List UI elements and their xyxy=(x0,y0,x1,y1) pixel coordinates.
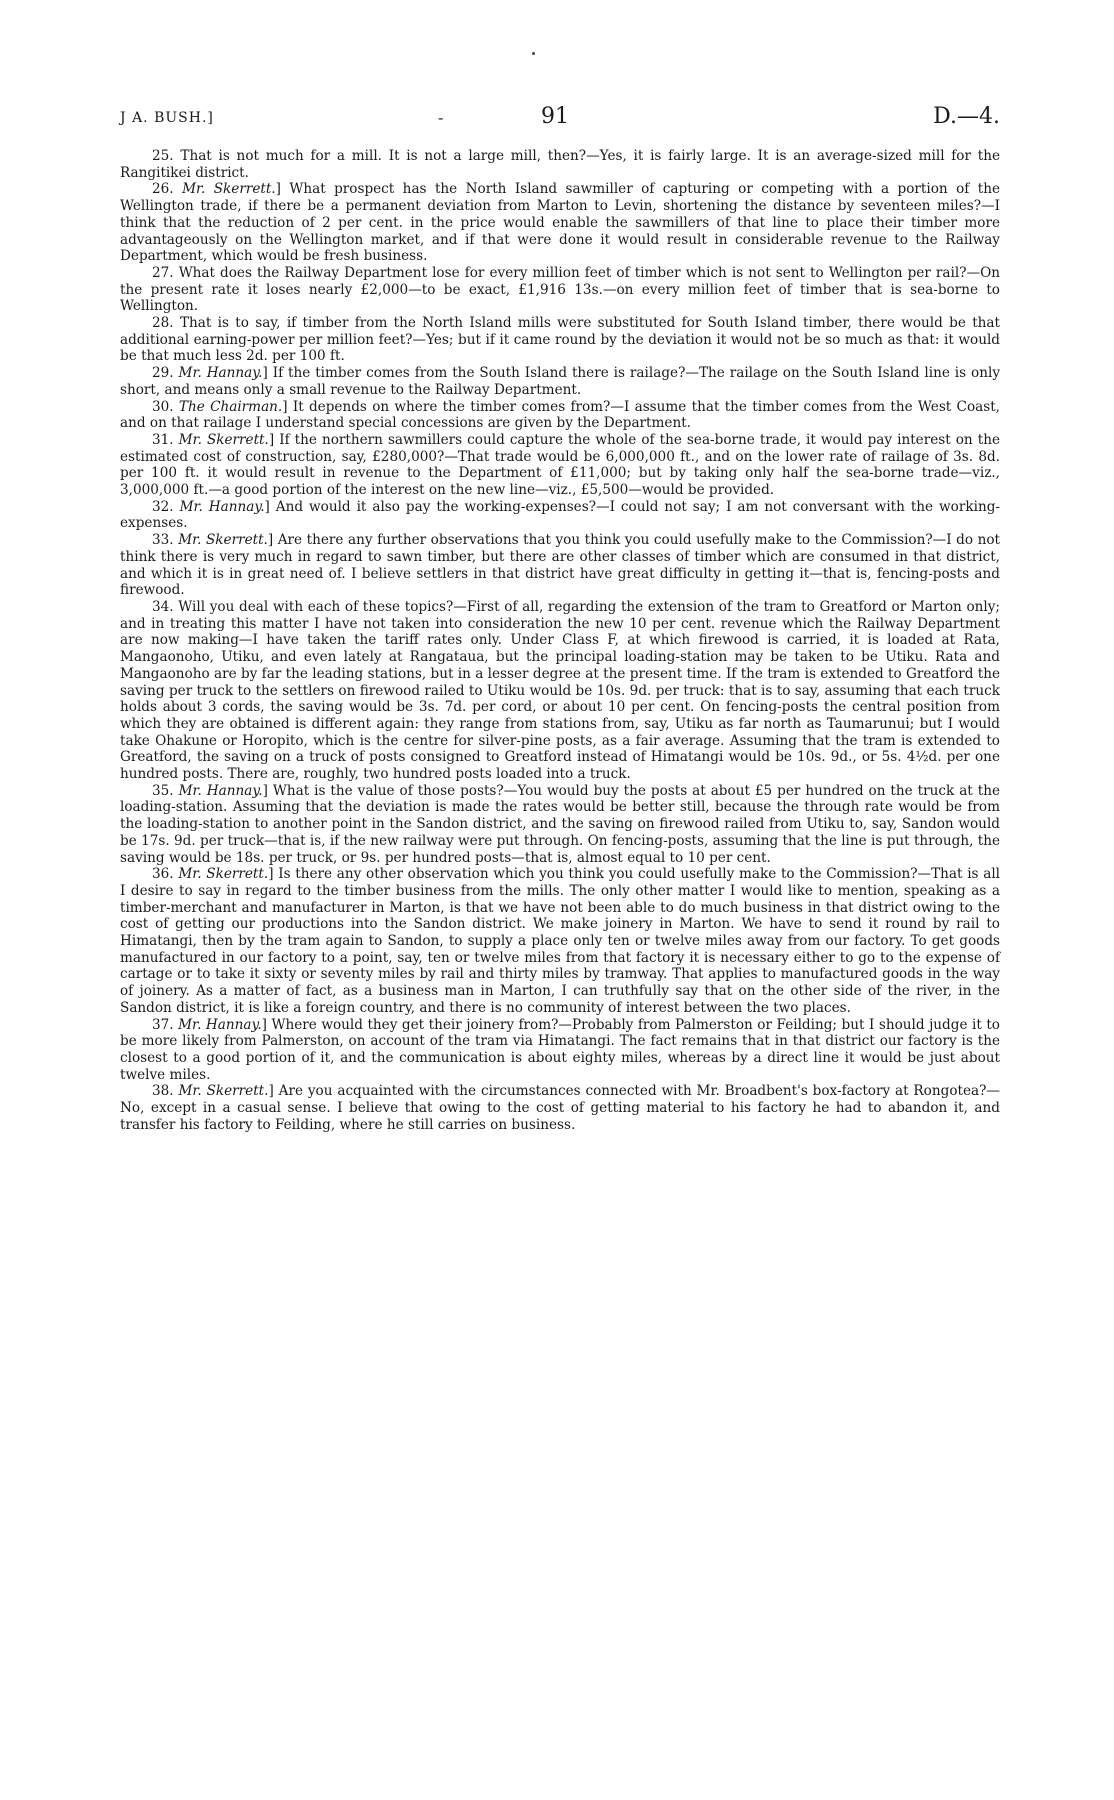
question-number: 36. xyxy=(152,866,174,883)
question-text: What is the value of those posts?—You would buy the posts at about £5 per hundred on the truck at the loading-station. Assuming that the deviation is made the rates would be better still, because the through rate would be from the loading-station to another point in the Sandon district, and the saving on firewood railed from Utiku to, say, Sandon would be 17s. 9d. per truck—that is, if the new railway were put through. On fencing-posts, assuming that the line is put through, the saving would be 18s. per truck, or 9s. per hundred posts—that is, almost equal to 10 per cent. xyxy=(120,782,1000,866)
speaker-name: Mr. Hannay. xyxy=(178,1016,262,1033)
question-text: If the northern sawmillers could capture the whole of the sea-borne trade, it would pay interest on the estimated cost of construction, say, £280,000?—That trade would be 6,000,000 ft., and on the lower rate of railage of 3s. 8d. per 100 ft. it would result in revenue to the Department of £11,000; but by taking only half the sea-borne trade—viz., 3,000,000 ft.—a good portion of the interest on the new line—viz., £5,500—would be provided. xyxy=(120,431,1000,499)
speaker-name: Mr. Skerrett. xyxy=(182,181,276,198)
header-witness-name: J A. BUSH.] xyxy=(120,110,214,126)
question-text: It depends on where the timber comes from?—I assume that the timber comes from the West Coast, and on that railage I understand special concessions are given by the Department. xyxy=(120,398,1001,432)
header-dash: - xyxy=(438,108,444,127)
speaker-name: Mr. Skerrett. xyxy=(178,431,269,448)
question-number: 33. xyxy=(152,532,174,549)
speaker-name: The Chairman. xyxy=(178,398,283,415)
question-paragraph: 35. Mr. Hannay.] What is the value of those posts?—You would buy the posts at about £5 per hundred on the truck at the loading-station. Assuming that the deviation is made the rates would be better still, because the through rate would be from the loading-station to another point in the Sandon district, and the saving on firewood railed from Utiku to, say, Sandon would be 17s. 9d. per truck—that is, if the new railway were put through. On fencing-posts, assuming that the line is put through, the saving would be 18s. per truck, or 9s. per hundred posts—that is, almost equal to 10 per cent. xyxy=(120,782,1000,866)
question-text: Are there any further observations that you think you could usefully make to the Commission?—I do not think there is very much in regard to sawn timber, but there are other classes of timber which are consumed in that district, and which it is in great need of. I believe settlers in that district have great difficulty in getting it—that is, fencing-posts and firewood. xyxy=(120,532,1001,599)
speaker-name: Mr. Skerrett. xyxy=(178,866,269,883)
page-number: 91 xyxy=(541,104,569,129)
speaker-name: Mr. Hannay. xyxy=(179,498,265,515)
question-text: Is there any other observation which you think you could usefully make to the Commission?—That is all I desire to say in regard to the timber business from the mills. The only other matter I would like to mention, speaking as a timber-merchant and manufacturer in Marton, is that we have not been able to do much business in that district owing to the cost of getting our productions into the Sandon district. We make joinery in Marton. We have to send it round by rail to Himatangi, then by the tram again to Sandon, to supply a place only ten or twelve miles away from our factory. To get goods manufactured in our factory to a point, say, ten or twelve miles from that factory it is necessary either to go to the expense of cartage or to take it sixty or seventy miles by rail and thirty miles by tramway. That applies to manufactured goods in the way of joinery. As a matter of fact, as a business man in Marton, I can truthfully say that on the other side of the river, in the Sandon district, it is like a foreign country, and there is no community of interest between the two places. xyxy=(120,866,1001,1016)
document-reference: D.—4. xyxy=(933,104,1000,129)
question-paragraph: 29. Mr. Hannay.] If the timber comes from the South Island there is railage?—The railage on the South Island line is only short, and means only a small revenue to the Railway Department. xyxy=(120,365,1001,398)
question-paragraph: 26. Mr. Skerrett.] What prospect has the North Island sawmiller of capturing or competing with a portion of the Wellington trade, if there be a permanent deviation from Marton to Levin, shortening the distance by seventeen miles?—I think that the reduction of 2 per cent. in the price would enable the sawmillers of that line to place their timber more advantageously on the Wellington market, and if that were done it would result in considerable revenue to the Railway Department, which would be fresh business. xyxy=(120,181,1001,265)
question-number: 35. xyxy=(152,782,174,799)
speaker-name: Mr. Hannay. xyxy=(178,782,263,799)
page-header xyxy=(120,104,1000,134)
speaker-name: Mr. Hannay. xyxy=(178,365,263,382)
question-number: 25. xyxy=(152,148,174,164)
question-paragraph: 30. The Chairman.] It depends on where the timber comes from?—I assume that the timber comes from the West Coast, and on that railage I understand special concessions are given by the Department. xyxy=(120,398,1001,432)
scan-speck xyxy=(532,52,535,55)
question-text: Will you deal with each of these topics?—First of all, regarding the extension of the tram to Greatford or Marton only; and in treating this matter I have not taken into consideration the new 10 per cent. revenue which the Railway Department are now making—I have taken the tariff rates only. Under Class F, at which firewood is carried, it is loaded at Rata, Mangaonoho, Utiku, and even lately at Rangataua, but the principal loading-station may be taken to be Utiku. Rata and Mangaonoho are by far the leading stations, but in a lesser degree at the present time. If the tram is extended to Greatford the saving per truck to the settlers on firewood railed to Utiku would be 10s. 9d. per truck: that is to say, assuming that each truck holds about 3 cords, the saving would be 3s. 7d. per cord, or about 10 per cent. On fencing-posts the central position from which they are obtained is different again: they range from stations from, say, Utiku as far north as Taumarunui; but I would take Ohakune or Horopito, which is the centre for silver-pine posts, as a fair average. Assuming that the tram is extended to Greatford, the saving on a truck of posts consigned to Greatford instead of Himatangi would be 10s. 9d., or 5s. 4½d. per one hundred posts. There are, roughly, two hundred posts loaded into a truck. xyxy=(120,598,1001,783)
question-paragraph: 31. Mr. Skerrett.] If the northern sawmillers could capture the whole of the sea-borne trade, it would pay interest on the estimated cost of construction, say, £280,000?—That trade would be 6,000,000 ft., and on the lower rate of railage of 3s. 8d. per 100 ft. it would result in revenue to the Department of £11,000; but by taking only half the sea-borne trade—viz., 3,000,000 ft.—a good portion of the interest on the new line—viz., £5,500—would be provided. xyxy=(120,431,1000,499)
question-number: 29. xyxy=(152,365,174,382)
question-paragraph xyxy=(120,265,1000,315)
question-paragraph xyxy=(120,599,1000,783)
question-number: 31. xyxy=(152,431,174,448)
question-paragraph: 36. Mr. Skerrett.] Is there any other observation which you think you could usefully make to the Commission?—That is all I desire to say in regard to the timber business from the mills. The only other matter I would like to mention, speaking as a timber-merchant and manufacturer in Marton, is that we have not been able to do much business in that district owing to the cost of getting our productions into the Sandon district. We make joinery in Marton. We have to send it round by rail to Himatangi, then by the tram again to Sandon, to supply a place only ten or twelve miles away from our factory. To get goods manufactured in our factory to a point, say, ten or twelve miles from that factory it is necessary either to go to the expense of cartage or to take it sixty or seventy miles by rail and thirty miles by tramway. That applies to manufactured goods in the way of joinery. As a matter of fact, as a business man in Marton, I can truthfully say that on the other side of the river, in the Sandon district, it is like a foreign country, and there is no community of interest between the two places. xyxy=(120,866,1001,1016)
speaker-name: Mr. Skerrett. xyxy=(178,532,268,549)
question-text: Are you acquainted with the circumstances connected with Mr. Broadbent's box-factory at Rongotea?—No, except in a casual sense. I believe that owing to the cost of getting material to his factory he had to abandon it, and transfer his factory to Feilding, where he still carries on business. xyxy=(120,1083,1000,1133)
question-paragraph xyxy=(120,148,1000,181)
question-text: That is to say, if timber from the North Island mills were substituted for South Island timber, there would be that additional earning-power per million feet?—Yes; but if it came round by the deviation it would not be so much as that: it would be that much less 2d. per 100 ft. xyxy=(120,315,1000,365)
question-paragraph: 32. Mr. Hannay.] And would it also pay the working-expenses?—I could not say; I am not conversant with the working-expenses. xyxy=(120,498,1000,532)
question-paragraph: 37. Mr. Hannay.] Where would they get their joinery from?—Probably from Palmerston or Feilding; but I should judge it to be more likely from Palmerston, on account of the tram via Himatangi. The fact remains that in that district our factory is the closest to a good portion of it, and the communication is about eighty miles, whereas by a direct line it would be just about twelve miles. xyxy=(120,1016,1000,1083)
question-paragraph: 38. Mr. Skerrett.] Are you acquainted with the circumstances connected with Mr. Broadbent's box-factory at Rongotea?—No, except in a casual sense. I believe that owing to the cost of getting material to his factory he had to abandon it, and transfer his factory to Feilding, where he still carries on business. xyxy=(120,1083,1000,1133)
question-text: What prospect has the North Island sawmiller of capturing or competing with a portion of the Wellington trade, if there be a permanent deviation from Marton to Levin, shortening the distance by seventeen miles?—I think that the reduction of 2 per cent. in the price would enable the sawmillers of that line to place their timber more advantageously on the Wellington market, and if that were done it would result in considerable revenue to the Railway Department, which would be fresh business. xyxy=(120,181,1001,265)
question-text: That is not much for a mill. It is not a large mill, then?—Yes, it is fairly large. It is an average-sized mill for the Rangitikei district. xyxy=(120,148,1000,181)
question-number: 27. xyxy=(152,264,174,281)
question-number: 30. xyxy=(152,398,174,415)
question-text: Where would they get their joinery from?—Probably from Palmerston or Feilding; but I should judge it to be more likely from Palmerston, on account of the tram via Himatangi. The fact remains that in that district our factory is the closest to a good portion of it, and the communication is about eighty miles, whereas by a direct line it would be just about twelve miles. xyxy=(120,1016,1000,1083)
question-text: What does the Railway Department lose for every million feet of timber which is not sent to Wellington per rail?—On the present rate it loses nearly £2,000—to be exact, £1,916 13s.—on every million feet of timber that is sea-borne to Wellington. xyxy=(120,264,1000,315)
question-text: If the timber comes from the South Island there is railage?—The railage on the South Island line is only short, and means only a small revenue to the Railway Department. xyxy=(120,365,1001,398)
question-number: 32. xyxy=(152,498,174,515)
question-number: 28. xyxy=(152,315,174,332)
question-number: 38. xyxy=(152,1083,174,1100)
question-paragraph: 33. Mr. Skerrett.] Are there any further observations that you think you could usefully make to the Commission?—I do not think there is very much in regard to sawn timber, but there are other classes of timber which are consumed in that district, and which it is in great need of. I believe settlers in that district have great difficulty in getting it—that is, fencing-posts and firewood. xyxy=(120,532,1001,599)
question-number: 34. xyxy=(152,598,174,615)
evidence-body xyxy=(120,148,1000,1133)
question-number: 37. xyxy=(152,1016,174,1033)
question-number: 26. xyxy=(152,181,174,198)
question-paragraph xyxy=(120,315,1000,365)
speaker-name: Mr. Skerrett. xyxy=(178,1083,269,1100)
question-text: And would it also pay the working-expenses?—I could not say; I am not conversant with the working-expenses. xyxy=(120,498,1000,532)
